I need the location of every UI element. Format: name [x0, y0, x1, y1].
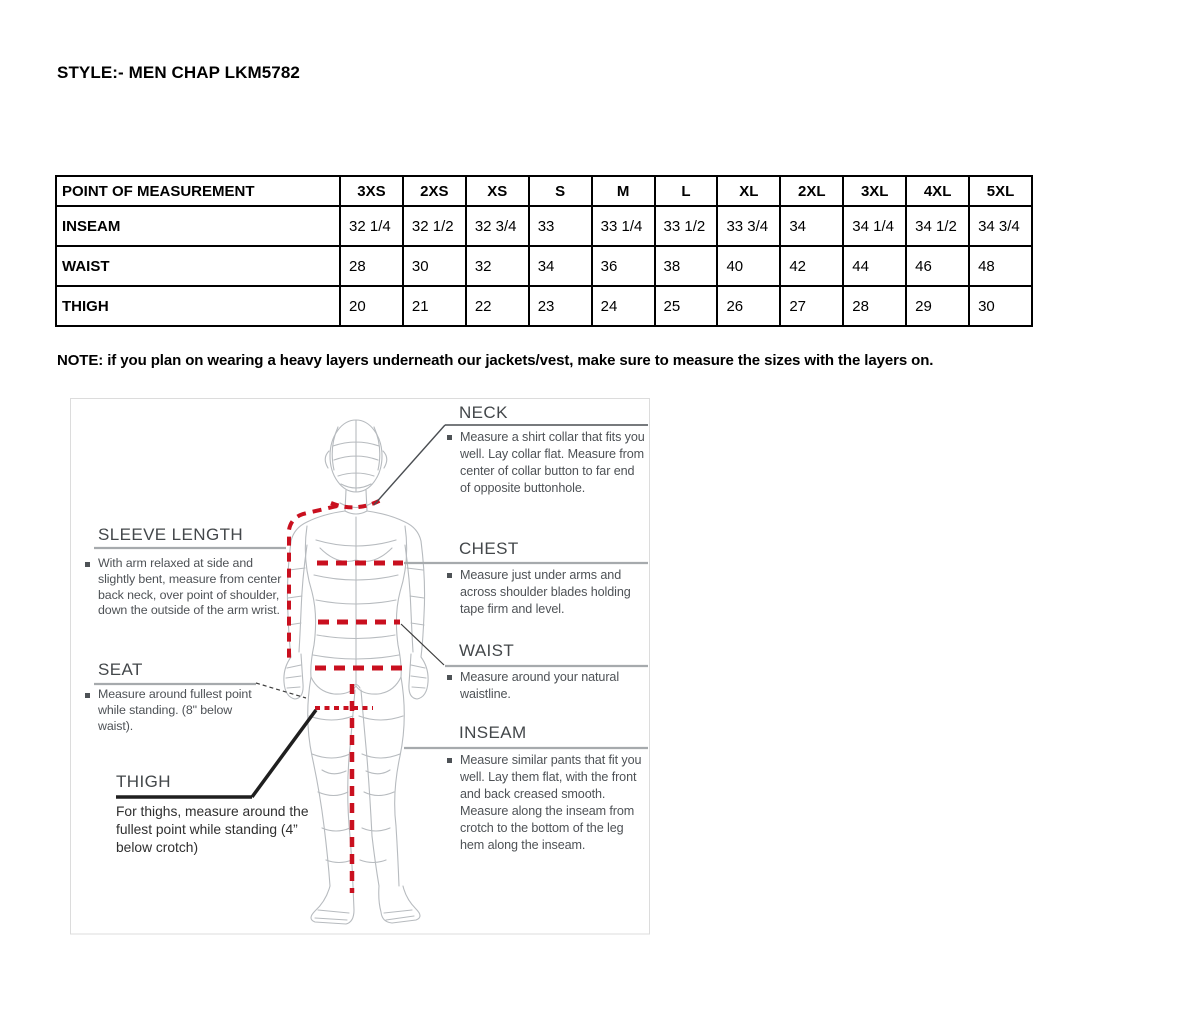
sleeve-measure-line — [289, 506, 337, 659]
bullet-icon — [85, 693, 90, 698]
measurement-cell: 34 1/4 — [843, 206, 906, 246]
measurement-cell: 34 3/4 — [969, 206, 1032, 246]
measurement-cell: 29 — [906, 286, 969, 326]
section-text-neck: Measure a shirt collar that fits you well. Lay collar flat. Measure from center of collar button to far end of opposite buttonhole. — [446, 429, 646, 497]
column-header-size: L — [655, 176, 718, 206]
measurement-cell: 23 — [529, 286, 592, 326]
section-title-chest: CHEST — [459, 539, 519, 558]
column-header-size: 3XS — [340, 176, 403, 206]
measurement-cell: 42 — [780, 246, 843, 286]
measurement-cell: 21 — [403, 286, 466, 326]
measurement-cell: 32 1/2 — [403, 206, 466, 246]
bullet-icon — [85, 562, 90, 567]
measurement-cell: 44 — [843, 246, 906, 286]
section-text-chest: Measure just under arms and across shoulder blades holding tape firm and level. — [446, 567, 646, 618]
column-header-size: M — [592, 176, 655, 206]
figure-face-mesh — [325, 420, 387, 492]
section-text-sleeve-length: With arm relaxed at side and slightly bent, measure from center back neck, over point of shoulder, down the outside of the arm wrist. — [84, 556, 290, 619]
measurement-cell: 26 — [717, 286, 780, 326]
section-title-waist: WAIST — [459, 641, 515, 660]
figure-feet — [311, 886, 420, 924]
table-row-thigh — [56, 286, 1032, 326]
column-header-size: XS — [466, 176, 529, 206]
row-label: THIGH — [56, 286, 340, 326]
measurement-cell: 27 — [780, 286, 843, 326]
measurement-cell: 38 — [655, 246, 718, 286]
bullet-icon — [447, 573, 452, 578]
bullet-icon — [447, 675, 452, 680]
column-header-size: 2XL — [780, 176, 843, 206]
size-chart-table — [55, 175, 1033, 327]
section-text-thigh: For thighs, measure around the fullest point while standing (4” below crotch) — [116, 804, 309, 855]
neck-leader-line — [374, 425, 445, 505]
measurement-cell: 33 — [529, 206, 592, 246]
section-title-neck: NECK — [459, 403, 508, 422]
column-header-size: S — [529, 176, 592, 206]
row-label: INSEAM — [56, 206, 340, 246]
column-header-size: 4XL — [906, 176, 969, 206]
measurement-cell: 30 — [403, 246, 466, 286]
measurement-cell: 33 3/4 — [717, 206, 780, 246]
bullet-icon — [447, 435, 452, 440]
table-row-inseam — [56, 206, 1032, 246]
measurement-cell: 40 — [717, 246, 780, 286]
row-label: WAIST — [56, 246, 340, 286]
measurement-cell: 30 — [969, 286, 1032, 326]
section-title-sleeve-length: SLEEVE LENGTH — [98, 525, 244, 544]
measurement-cell: 48 — [969, 246, 1032, 286]
measurement-cell: 28 — [340, 246, 403, 286]
column-header-size: XL — [717, 176, 780, 206]
bullet-icon — [447, 758, 452, 763]
measurement-cell: 34 — [780, 206, 843, 246]
figure-torso — [291, 511, 421, 685]
measurement-diagram — [70, 398, 650, 935]
section-text-inseam: Measure similar pants that fit you well. Lay them flat, with the front and back creased smooth. Measure along the inseam from crotch to the bottom of the leg hem along the inseam. — [446, 752, 648, 854]
neck-measure-line — [331, 500, 381, 507]
measurement-cell: 36 — [592, 246, 655, 286]
measurement-cell: 34 — [529, 246, 592, 286]
section-text-seat: Measure around fullest point while standing. (8" below waist). — [84, 687, 268, 734]
note-text: NOTE: if you plan on wearing a heavy layers underneath our jackets/vest, make sure to measure the sizes with the layers on. — [57, 352, 934, 369]
measurement-cell: 32 3/4 — [466, 206, 529, 246]
figure-right-arm — [405, 541, 428, 699]
measurement-cell: 33 1/2 — [655, 206, 718, 246]
measurement-cell: 20 — [340, 286, 403, 326]
section-title-seat: SEAT — [98, 660, 143, 679]
section-title-inseam: INSEAM — [459, 723, 527, 742]
measurement-cell: 24 — [592, 286, 655, 326]
measurement-cell: 28 — [843, 286, 906, 326]
page-title: STYLE:- MEN CHAP LKM5782 — [57, 63, 300, 82]
section-title-thigh: THIGH — [116, 772, 171, 791]
measurement-cell: 32 — [466, 246, 529, 286]
column-header-size: 5XL — [969, 176, 1032, 206]
section-text-waist: Measure around your natural waistline. — [446, 669, 646, 703]
column-header-point-of-measurement: POINT OF MEASUREMENT — [56, 176, 340, 206]
measurement-cell: 46 — [906, 246, 969, 286]
figure-neck — [340, 490, 372, 514]
measurement-cell: 34 1/2 — [906, 206, 969, 246]
column-header-size: 3XL — [843, 176, 906, 206]
column-header-size: 2XS — [403, 176, 466, 206]
table-row-waist — [56, 246, 1032, 286]
measurement-cell: 33 1/4 — [592, 206, 655, 246]
measurement-cell: 32 1/4 — [340, 206, 403, 246]
measurement-cell: 22 — [466, 286, 529, 326]
table-header-row — [56, 176, 1032, 206]
measurement-cell: 25 — [655, 286, 718, 326]
